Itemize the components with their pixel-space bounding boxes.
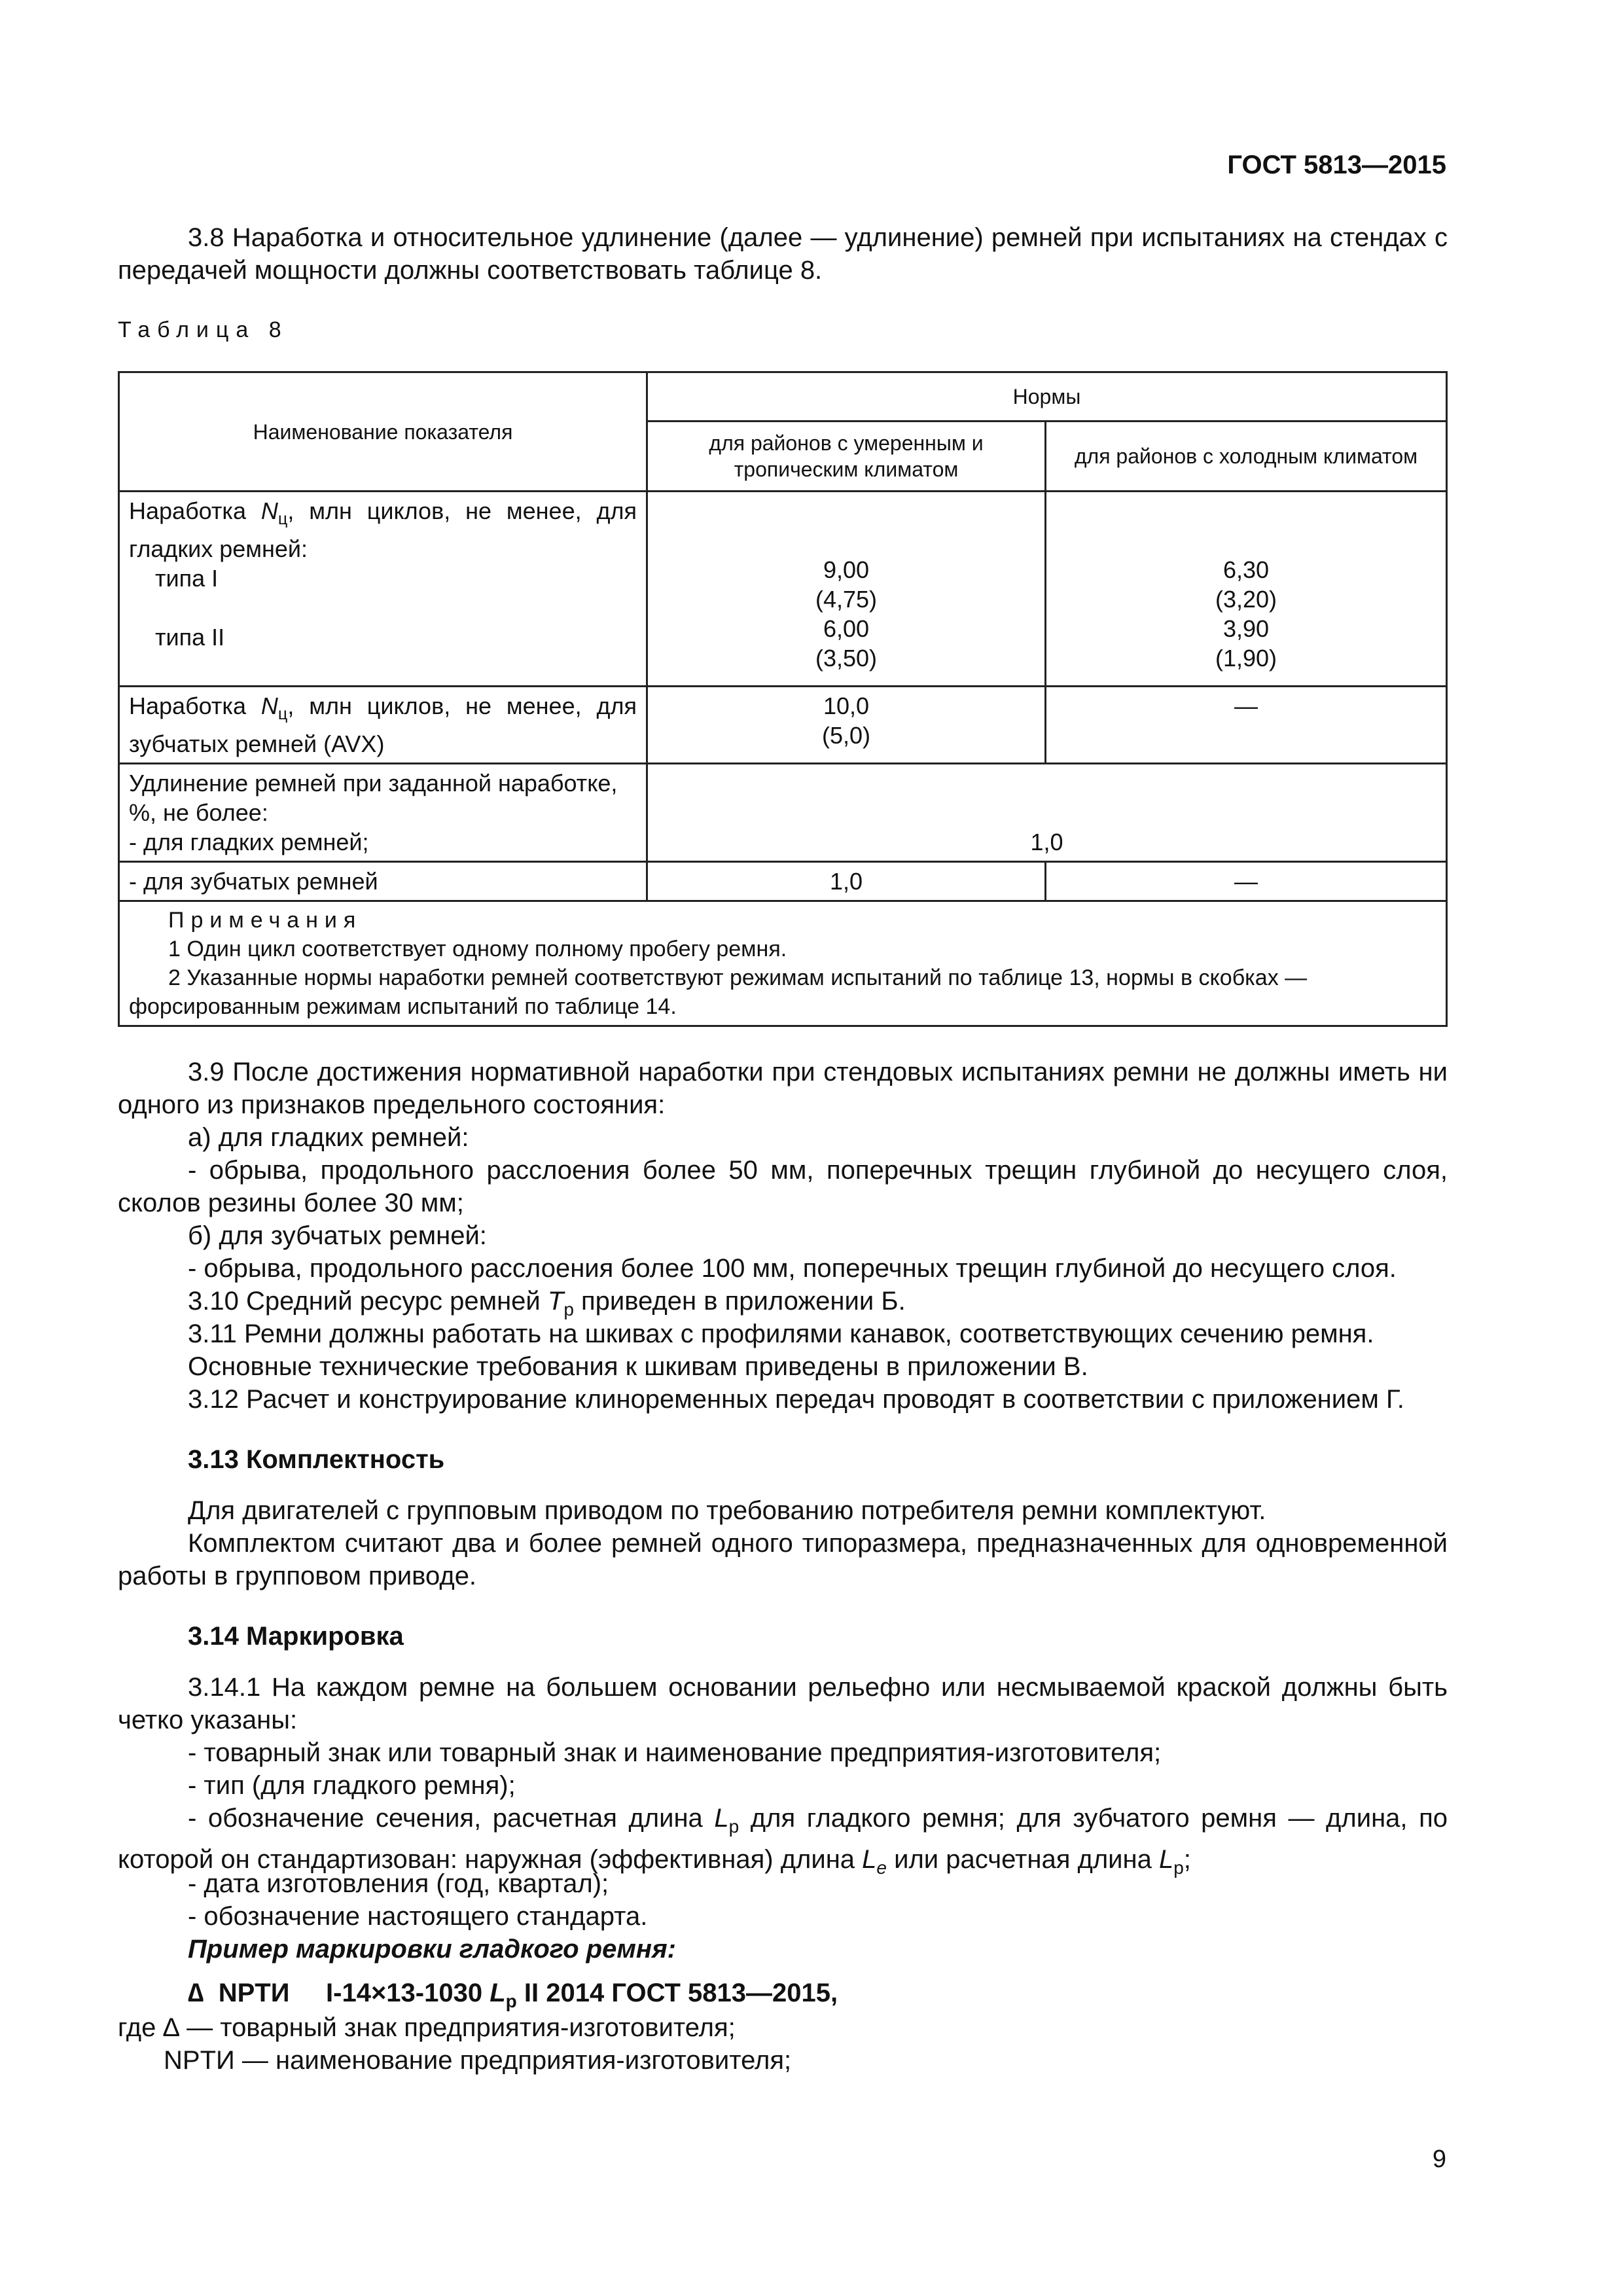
type-1-label: типа I [155,565,219,592]
row-elongation-smooth-value: 1,0 [647,764,1447,862]
example-where-1: где ∆ — товарный знак предприятия-изготовителя; [118,2013,736,2042]
header-cold-climate: для районов с холодным климатом [1046,422,1447,492]
table-8 [118,371,1448,1027]
section-heading-3-14: 3.14 Маркировка [188,1622,404,1651]
row-elongation-toothed-cold: — [1046,862,1447,901]
section-heading-3-13: 3.13 Комплектность [188,1445,445,1474]
notes-title: Примечания [168,908,363,933]
type-2-label: типа II [155,624,225,651]
paragraph-3-14-1: 3.14.1 На каждом ремне на большем основании рельефно или несмываемой краской должны быть четко указаны: [118,1673,1448,1734]
row-elongation-toothed-temperate: 1,0 [647,862,1046,901]
table-row [119,492,1447,687]
table-notes [119,901,1447,1026]
paragraph-3-9: 3.9 После достижения нормативной наработки при стендовых испытаниях ремни не должны иметь ни одного из признаков предельного состояния: [118,1058,1448,1119]
page-number: 9 [1432,2145,1446,2173]
table-row [119,687,1447,764]
table-row [119,764,1447,862]
table-header-row [119,372,1447,422]
paragraph-3-13-a: Для двигателей с групповым приводом по требованию потребителя ремни комплектуют. [188,1496,1266,1525]
row-elongation-label: Удлинение ремней при заданной наработке, %, не более: - для гладких ремней; [119,764,647,862]
paragraph-3-13-b: Комплектом считают два и более ремней одного типоразмера, предназначенных для одновременной работы в групповом приводе. [118,1529,1448,1590]
row-cycles-smooth-cold: 6,30 (3,20) 3,90 (1,90) [1046,492,1447,687]
marking-item-5: - обозначение настоящего стандарта. [188,1902,648,1931]
paragraph-3-11: 3.11 Ремни должны работать на шкивах с профилями канавок, соответствующих сечению ремня. [188,1319,1374,1348]
row-cycles-toothed-label: Наработка $N_ц$, млн циклов, не менее, для зубчатых ремней (AVX) [119,687,647,764]
paragraph-3-9-a-item: - обрыва, продольного расслоения более 50 мм, поперечных трещин глубиной до несущего слоя, сколов резины более 30 мм; [118,1156,1448,1217]
paragraph-3-9-a: а) для гладких ремней: [188,1123,469,1152]
marking-item-3: - обозначение сечения, расчетная длина $L_р$ для гладкого ремня; для зубчатого ремня — длина, по которой он стандартизован: наружная (эффективная) длина $L_e$ или расчетная длина $L_р$; [118,1804,1448,1878]
table-notes-row [119,901,1447,1026]
row-cycles-smooth-label: Наработка $N_ц$, млн циклов, не менее, для гладких ремней: типа I типа II [119,492,647,687]
example-marking: ∆ NPTИ I-14×13-1030 $L_р$ II 2014 ГОСТ 5813—2015, [188,1979,838,2011]
paragraph-3-12: 3.12 Расчет и конструирование клиноременных передач проводят в соответствии с приложением Г. [188,1385,1404,1414]
standard-designation: ГОСТ 5813—2015 [1227,151,1446,179]
example-title: Пример маркировки гладкого ремня: [188,1935,676,1964]
row-elongation-toothed-label: - для зубчатых ремней [119,862,647,901]
header-temperate-climate: для районов с умеренным и тропическим климатом [647,422,1046,492]
marking-item-1: - товарный знак или товарный знак и наименование предприятия-изготовителя; [188,1738,1162,1767]
paragraph-3-9-b: б) для зубчатых ремней: [188,1221,487,1250]
marking-item-2: - тип (для гладкого ремня); [188,1771,516,1800]
note-1: 1 Один цикл соответствует одному полному пробегу ремня. [168,937,787,962]
row-cycles-toothed-cold: — [1046,687,1447,764]
example-where-2: NPTИ — наименование предприятия-изготовителя; [164,2046,792,2075]
row-cycles-smooth-temperate: 9,00 (4,75) 6,00 (3,50) [647,492,1046,687]
paragraph-3-8: 3.8 Наработка и относительное удлинение (далее — удлинение) ремней при испытаниях на стендах с передачей мощности должны соответствовать таблице 8. [118,223,1448,285]
note-2: 2 Указанные нормы наработки ремней соответствуют режимам испытаний по таблице 13, нормы в скобках — форсированным режимам испытаний по таблице 14. [129,965,1308,1020]
header-norms: Нормы [647,372,1447,422]
row-cycles-toothed-temperate: 10,0 (5,0) [647,687,1046,764]
header-indicator: Наименование показателя [119,372,647,492]
paragraph-3-11-b: Основные технические требования к шкивам приведены в приложении В. [188,1352,1088,1381]
paragraph-3-10: 3.10 Средний ресурс ремней $T_р$ приведен в приложении Б. [188,1287,906,1319]
paragraph-3-9-b-item: - обрыва, продольного расслоения более 100 мм, поперечных трещин глубиной до несущего слоя. [188,1254,1397,1283]
table-caption: Таблица 8 [118,317,289,342]
table-row [119,862,1447,901]
marking-item-4: - дата изготовления (год, квартал); [188,1869,609,1898]
